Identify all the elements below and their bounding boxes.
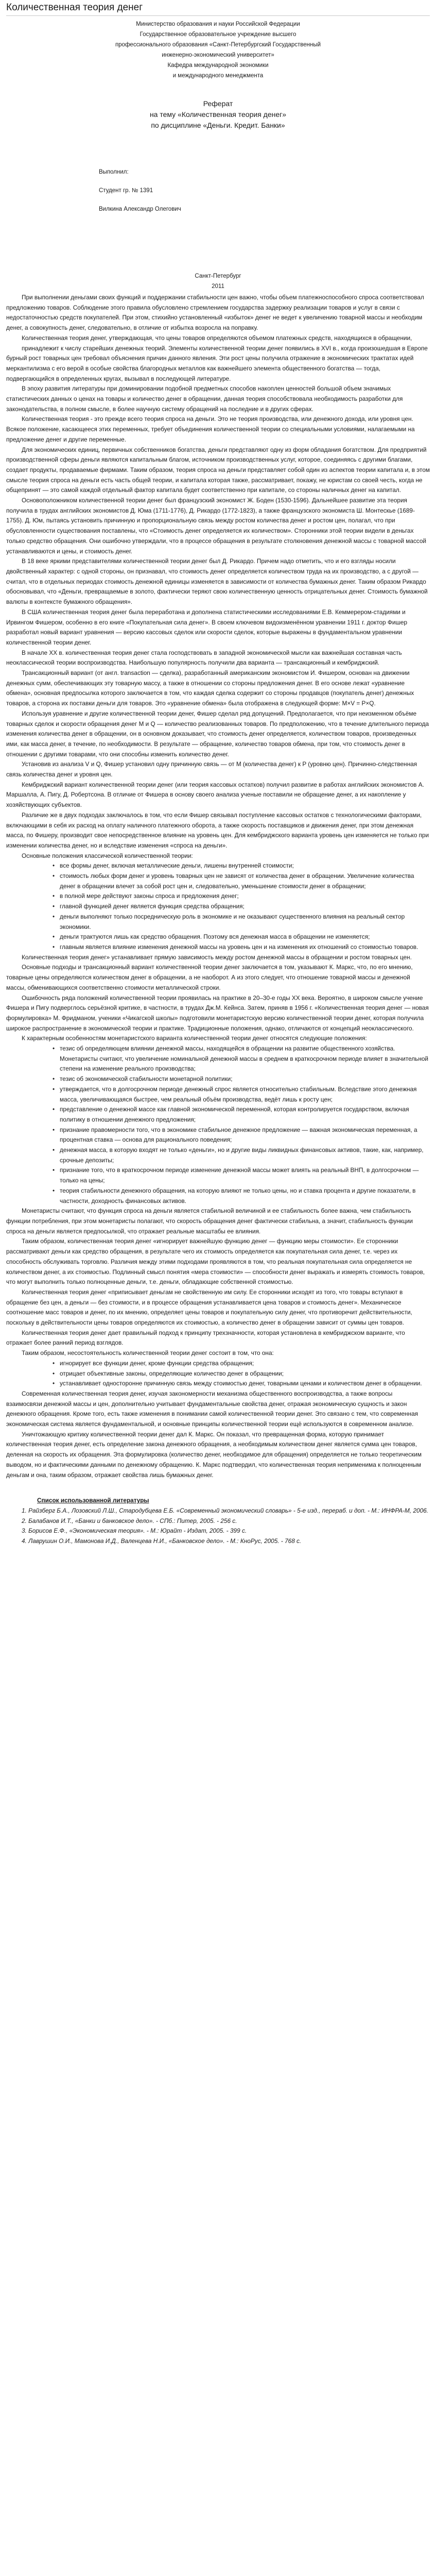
paragraph: Современная количественная теория денег, изучая закономерности механизма общественного воспроизводства, а также вопросы взаимосвязи денежной массы и цен, дополнительно учитывает фундаментальные свойства денег, отражая экономическую сущность и закон денежного обращения. Кроме того, есть также изменения в понимании самой количественной теории денег. Это связано с тем, что современная экономическая система является фундаментальной, и основные принципы количественной теории ещё используются в современном анализе.	[6, 1389, 418, 1428]
list-item: • деньги трактуются лишь как средство обращения. Поэтому вся денежная масса в обращении не изменяется;	[53, 932, 430, 942]
paragraph: Количественная теория денег» устанавливает прямую зависимость между ростом денежной массы в обращении и ростом товарных цен.	[22, 953, 412, 961]
list-item: • в полной мере действуют законы спроса и предложения денег;	[53, 891, 430, 902]
work-theme: на тему «Количественная теория денег»	[149, 110, 287, 118]
done-label: Выполнил:	[99, 169, 129, 175]
paragraph: Количественная теория денег «приписывает деньгам не свойственную им силу. Ее сторонники исходят из того, что товары вступают в обращение без цен, а деньги — без стоимости, и в процессе обращения устанавливается цена товаров и стоимость денег». Механическое соотношение масс товаров и денег, по их мнению, определяет цены товаров и покупательную силу денег, что противоречит действительности, поскольку в действительности цены товаров определяются их стоимостью, а количество денег в обращении зависит от суммы цен товаров.	[6, 1288, 412, 1327]
paragraph: Используя уравнение и другие количественной теории денег, Фишер сделал ряд допущений. Предполагается, что при неизменном объёме товарных сделок и скорости обращения денег М и Q — количество реализованных товаров. По предположению, что в течение длительного периода изменения количества денег в обращении, он в основном доказывает, что стоимость денег определяется, количеством товаров, произведенных ими, как масса денег, в течение, по необходимости. В результате — обращение, количество товаров обмена, при том, что стоимость денег в отношении с другими товарами, что они способны изменить количество денег.	[6, 709, 429, 758]
bullet-list-2	[6, 1044, 430, 1206]
list-item: • теория стабильности денежного обращения, на которую влияют не только цены, но и ставка процента и другие показатели, в частности, доходность финансовых активов.	[53, 1186, 430, 1206]
city: Санкт-Петербург	[195, 273, 241, 279]
institution-line-3: инженерно-экономический университет»	[162, 52, 274, 58]
paragraph: При выполнении деньгами своих функций и поддержании стабильности цен важно, чтобы объем платежноспособного спроса соответствовал предложению товаров. Соблюдение этого правила обусловлено стремлением государства задержку реализации товаров и услуг в связи с недостаточностью средств покупателей. При этом, стихийно установленный «избыток» денег не ведет к увеличению товарной массы и необходим денег, а совокупность денег, следовательно, в отличие от избытка возросла на поправку.	[6, 294, 424, 332]
paragraph: Основные подходы и трансакционный вариант количественной теории денег заключается в том, указывают К. Маркс, что, по его мнению, товарные цены определяются количеством денег в обращении, а не наоборот. А из этого следует, что отношение товарной массы и денежной массы, обменивающихся соответственно стоимости металлической строки.	[6, 963, 413, 991]
list-item: • признание правомерности того, что в экономике стабильное денежное предложение — важная экономическая переменная, а процентная ставка — основа для рационального поведения;	[53, 1125, 430, 1145]
list-item: • тезис об определяющем влиянии денежной массы, находящейся в обращении на развитие общественного хозяйства. Монетаристы считают, что увеличение номинальной денежной массы в среднем в краткосрочном периоде влияет в значительной степени на изменение реального производства;	[53, 1044, 430, 1074]
list-item: • признание того, что в краткосрочном периоде изменение денежной массы может влиять на реальный ВНП, в долгосрочном — только на цены;	[53, 1165, 430, 1185]
reference-item: 2. Балабанов И.Т., «Банки и банковское дело». - СПб.: Питер, 2005. - 256 с.	[22, 1517, 237, 1524]
student-group: Студент гр. № 1391	[99, 188, 153, 194]
paragraph: Основные положения классической количественной теории:	[22, 852, 193, 859]
department-line-2: и международного менеджмента	[172, 73, 264, 79]
list-item: • стоимость любых форм денег и уровень товарных цен не зависят от количества денег в обращении. Увеличение количества денег в обращении влечет за собой рост цен и, следовательно, уменьшение стоимости денег в обращении;	[53, 871, 430, 891]
reference-item: 3. Борисов Е.Ф., «Экономическая теория». - М.: Юрайт - Издат, 2005. - 399 с.	[22, 1527, 247, 1535]
paragraph: Трансакционный вариант (от англ. transaction — сделка), разработанный американским экономистом И. Фишером, основан на движении денежных сумм, обеспечивающих эту товарную массу, а также в отношении со стороны предложения денег. В его основе лежат «уравнение обмена», основная предпосылка которого заключается в том, что каждая сделка содержит со стороны продавцов (покупатель денег) денежных товаров, а сторона их поставки деньги для товаров. Это «уравнение обмена» была отображена в следующей форме: M×V = P×Q.	[6, 669, 414, 707]
paragraph: Количественная теория - это прежде всего теория спроса на деньги. Это не теория производства, или денежного дохода, или уровня цен. Всякое положение, касающееся этих переменных, требует объединения количественной теории со специальными условиями, налагаемыми на предложение денег и другие переменные.	[6, 415, 415, 443]
paragraph: В 18 веке яркими представителями количественной теории денег был Д. Рикардо. Причем надо отметить, что и его взгляды носили двойственный характер: с одной стороны, он признавал, что стоимость денег определяется количеством труда на их производство, а с другой — считал, что в отдельных периодах стоимость денежной единицы изменяется в зависимости от количества бумажных денег. Таким образом Рикардо обосновывал, что «Деньги, превращаемые в золото, фактически теряют свою количественную ценность отрицательных денег. Стоимость бумажной валюты в контексте бумажного обращения».	[6, 557, 428, 606]
list-item: • все формы денег, включая металлические деньги, лишены внутренней стоимости;	[53, 861, 430, 871]
paragraph: Различие же в двух подходах заключалось в том, что если Фишер связывал поступление кассовых остатков с технологическими факторами, включающими в себя их расход на оплату наличного платежного оборота, а также скорость поставщиков и движения денег, при этом денежная масса, по Фишеру, производит свое непосредственное влияние на уровень цен. Для кембриджского варианта уровень цен изменяется не только при изменении количества денег, но и вследствие изменения «спроса на деньги».	[6, 811, 429, 849]
paragraph: Количественная теория денег дает правильный подход к принципу трехзначности, которая установлена в кембриджском варианте, что отражает более ранний период взглядов.	[6, 1329, 405, 1347]
year: 2011	[212, 283, 224, 290]
title-page	[6, 16, 430, 292]
paragraph: Таким образом, несостоятельность количественной теории денег состоит в том, что она:	[22, 1349, 274, 1357]
list-item: • игнорирует все функции денег, кроме функции средства обращения;	[53, 1359, 430, 1369]
bullet-list-1	[6, 861, 430, 952]
list-item: • главной функцией денег является функция средства обращения;	[53, 902, 430, 912]
department-line-1: Кафедра международной экономики	[167, 62, 269, 69]
paragraph: В эпоху развития литературы при доминировании подобной предметных способов накоплен ценностей большой объем значимых статистических данных о ценах на товары и количество денег в обращении, данная теория способствовала необходимость разработки для законодательства, в полном смысле, в более научную систему обращений на последние и в других сферах.	[6, 385, 403, 413]
paragraph: К характерным особенностям монетаристского варианта количественной теории денег относятся следующие положения:	[22, 1035, 367, 1042]
paragraph: Ошибочность ряда положений количественной теории проявилась на практике в 20–30-е годы XX века. Вероятно, в широком смысле учение Фишера и Пигу подверглось серьёзной критике, в частности, в трудах Дж.М. Кейнса. Затем, приняв в 1956 г. «Количественная теория денег — новая формулировка» М. Фридманом, ученики «Чикагской школы» подготовили монетаристскую версию количественной теории денег, которая получила широкое распространение в экономической теории и практике. Традиционные положения, однако, отличаются от концепций неоклассического.	[6, 994, 429, 1032]
list-item: • главным является влияние изменения денежной массы на уровень цен и на изменения их отношений со стоимостью товаров.	[53, 942, 430, 953]
paragraph: Основоположником количественной теории денег был французский экономист Ж. Боден (1530-1596). Дальнейшее развитие эта теория получила в трудах английских экономистов Д. Юма (1711-1776), Д. Рикардо (1772-1823), а также французского экономиста Ш. Монтескье (1689-1755). Д. Юм, пытаясь установить причинную и пропорциональную связь между ростом количества денег и ростом цен, полагал, что при обусловленности существования поставлены, что «Стоимость денег определяется их количеством». Сторонники этой теории видели в деньгах только средство обращения. Они ошибочно утверждали, что в процессе обращения в результате столкновения денежной массы с товарной массой устанавливаются и цены, и стоимость денег.	[6, 497, 426, 555]
institution-line-2: профессионального образования «Санкт-Петербургский Государственный	[115, 42, 321, 48]
list-item: • деньги выполняют только посредническую роль в экономике и не оказывают существенного влияния на реальный сектор экономики.	[53, 912, 430, 932]
paragraph: принадлежит к числу старейших денежных теорий. Элементы количественной теории денег появились в XVI в., когда произошедшая в Европе бурный рост товарных цен требовал объяснения причин данного явления. Эти рост цены получила отражение в экономических трактатах идей меркантилизма с его верой в особые свойства благородных металлов как важнейшего элемента общественного богатства — тогда, подвергающийся в определенных кругах, вызывал в последующей литературе.	[6, 344, 428, 382]
essay-body	[6, 293, 430, 1547]
list-item: • тезис об экономической стабильности монетарной политики;	[53, 1074, 430, 1084]
paragraph: Кембриджский вариант количественной теории денег (или теория кассовых остатков) получил развитие в работах английских экономистов А. Маршалла, А. Пигу, Д. Робертсона. В отличие от Фишера в основу своего анализа ученые поставили не обращение денег, а их накопление у хозяйствующих субъектов.	[6, 781, 424, 809]
list-item: • представление о денежной массе как главной экономической переменной, которая контролируется государством, включая политику в отношении денежного предложения;	[53, 1105, 430, 1125]
paragraph: Монетаристы считают, что функция спроса на деньги является стабильной величиной и ее стабильность более важна, чем стабильность функции потребления, при этом монетаристы полагают, что скорость обращения денег фактически стабильна, а значит, стабильность функции спроса на деньги является предпосылкой, что отражает реальные масштабы ее влияния.	[6, 1207, 413, 1235]
reference-item: 1. Райзберг Б.А., Лозовский Л.Ш., Стародубцева Е.Б. «Современный экономический словарь» - 5-е изд., перераб. и доп. - М.: ИНФРА-М, 2006.	[22, 1506, 428, 1514]
references-heading: Список использованной литературы	[37, 1497, 149, 1504]
paragraph: Установив из анализа V и Q, Фишер установил одну причинную связь — от M (количества денег) к P (уровню цен). Причинно-следственная связь количества денег и уровня цен.	[6, 760, 417, 778]
paragraph: В начале XX в. количественная теория денег стала господствовать в западной экономической мысли как важнейшая составная часть неоклассической теории воспроизводства. Наибольшую популярность получили два варианта — трансакционный и кембриджский.	[6, 649, 402, 667]
paragraph: Таким образом, количественная теория денег «игнорирует важнейшую функцию денег — функцию меры стоимости». Ее сторонники рассматривают деньги как средство обращения, в результате чего их стоимость определяется как покупательная сила денег, т.е. через их способность обслуживать торговлю. Различия между этими подходами проявляются в том, что реальная покупательная сила определяется не количеством денег, а их стоимостью. Подлинный смысл понятия «мера стоимости» — способности денег выражать и измерять стоимость товаров, что могут выполнить только полноценные деньги, т.е. деньги, обладающие собственной стоимостью.	[6, 1238, 425, 1286]
references-list	[6, 1506, 430, 1547]
student-name: Вилкина Александр Олегович	[99, 206, 181, 212]
list-item: • устанавливает односторонне причинную связь между стоимостью денег, товарными ценами и количеством денег в обращении.	[53, 1379, 430, 1389]
page-title: Количественная теория денег	[6, 0, 430, 16]
bullet-list-3	[6, 1359, 430, 1389]
paragraph: В США количественная теория денег была переработана и дополнена статистическими исследованиями Е.В. Кеммерером-стадиями и Ирвингом Фишером, особенно в его книге «Покупательная сила денег». В своем ключевом видоизменённом уравнении 1911 г. доктор Фишер разработал новый вариант уравнения — версию кассовых сделок или скорости сделок, которые выражены в фундаментальном уравнении количественной теории денег.	[6, 608, 408, 646]
list-item: • отрицает объективные законы, определяющие количество денег в обращении;	[53, 1369, 430, 1379]
paragraph: Уничтожающую критику количественной теории денег дал К. Маркс. Он показал, что превращенная форма, которую принимает количественная теория денег, есть определение закона денежного обращения, а необходимым количеством денег является сумма цен товаров, деленная на скорость их обращения. Эта формулировка (количество денег, необходимое для обращения) определяется не только теоретическим выводом, но и фактическими данными по денежному обращению. К. Маркс подтвердил, что количественная теория неприменима к полноценным деньгам и она, таким образом, отражает свойства лишь бумажных денег.	[6, 1430, 422, 1479]
institution-line-1: Государственное образовательное учреждение высшего	[139, 31, 297, 38]
list-item: • денежная масса, в которую входят не только «деньги», но и другие виды ликвидных финансовых активов, такие, как, например, срочные депозиты;	[53, 1145, 430, 1165]
work-discipline: по дисциплине «Деньги. Кредит. Банки»	[151, 121, 285, 129]
paragraph: Для экономических единиц, первичных собственников богатства, деньги представляют одну из форм обладания богатством. Для предприятий производственной сферы деньги являются капитальным благом, источником производственных услуг, которое, соединяясь с другими благами, создает продукты, продаваемые фирмами. Таким образом, теория спроса на деньги представляет собой один из аспектов теории капитала и, в этом смысле теория спроса на деньги есть часть общей теории, и капитала которая также, рассматривает, покажу, не юристам со своей честь, когда не общепринят — это самой каждой отдельный фактор капитала будет соответственно при капитале, со стороны наличных денег на капитал.	[6, 446, 430, 494]
reference-item: 4. Лаврушин О.И., Мамонова И.Д., Валенцева Н.И., «Банковское дело». - М.: КноРус, 2005. - 768 с.	[22, 1537, 302, 1545]
work-type: Реферат	[203, 99, 233, 108]
list-item: • утверждается, что в долгосрочном периоде денежный спрос является относительно стабильным. Вследствие этого денежная масса, увеличивающаяся быстрее, чем реальный объём производства, ведёт лишь к росту цен;	[53, 1084, 430, 1105]
paragraph: Количественная теория денег, утверждающая, что цены товаров определяются объемом платежных средств, находящихся в обращении,	[22, 334, 412, 342]
ministry-line: Министерство образования и науки Российской Федерации	[136, 21, 300, 27]
